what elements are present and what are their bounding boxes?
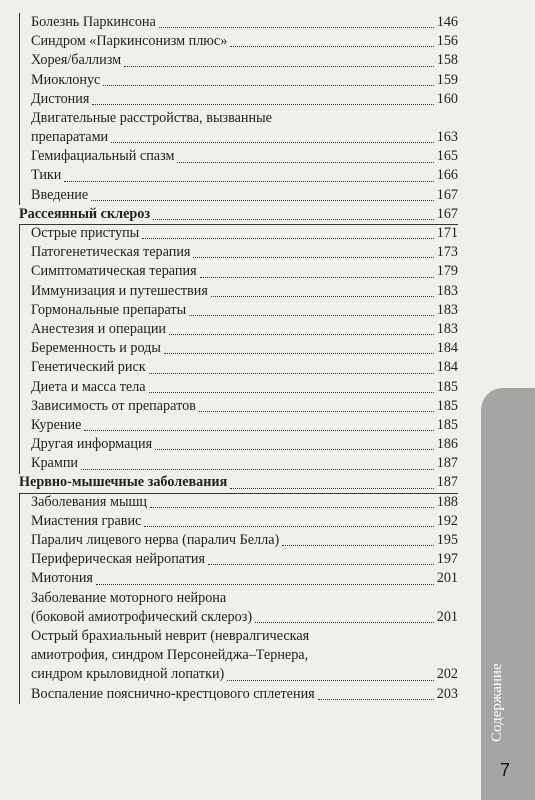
toc-entry-title: Беременность и роды xyxy=(31,340,161,357)
dot-leader xyxy=(230,488,433,489)
toc-entry xyxy=(19,224,458,243)
dot-leader xyxy=(199,411,434,412)
toc-page-number: 201 xyxy=(436,608,458,625)
dot-leader xyxy=(84,430,433,431)
toc-page-number: 184 xyxy=(436,359,458,376)
toc-page-number: 163 xyxy=(436,129,458,146)
toc-entry xyxy=(19,167,458,186)
dot-leader xyxy=(144,526,433,527)
toc-page-number: 183 xyxy=(436,282,458,299)
dot-leader xyxy=(230,46,433,47)
dot-leader xyxy=(149,392,434,393)
dot-leader xyxy=(64,181,433,182)
toc-entry xyxy=(19,627,458,685)
toc-entry xyxy=(19,397,458,416)
toc-page-number: 203 xyxy=(436,685,458,702)
toc-entry-title: Острые приступы xyxy=(31,225,140,242)
dot-leader xyxy=(255,622,434,623)
dot-leader xyxy=(193,257,433,258)
toc-page-number: 186 xyxy=(436,436,458,453)
toc-entry-title: Введение xyxy=(31,186,89,203)
toc-entry-title: Нервно-мышечные заболевания xyxy=(19,474,228,491)
toc-entry-title: (боковой амиотрофический склероз) xyxy=(31,608,253,625)
dot-leader xyxy=(155,449,434,450)
dot-leader xyxy=(200,277,434,278)
toc-page-number: 185 xyxy=(436,378,458,395)
page-number: 7 xyxy=(499,760,510,780)
toc-entry-title: Заболевание моторного нейрона xyxy=(31,589,227,606)
toc-entry xyxy=(19,378,458,397)
toc-entry-title: Гемифациальный спазм xyxy=(31,148,175,165)
toc-page-number: 160 xyxy=(436,90,458,107)
toc-page-number: 188 xyxy=(436,493,458,510)
toc-page-number: 183 xyxy=(436,301,458,318)
toc-page-number: 202 xyxy=(436,666,458,683)
toc-entry-title: Воспаление пояснично-крестцового сплетения xyxy=(31,685,315,702)
toc-entry-title: Миотония xyxy=(31,570,93,587)
toc-page-number: 167 xyxy=(436,186,458,203)
toc-entry xyxy=(19,147,458,166)
toc-entry-title: Дистония xyxy=(31,90,90,107)
toc-entry-title: Другая информация xyxy=(31,436,153,453)
toc-entry xyxy=(19,339,458,358)
toc-page-number: 185 xyxy=(436,397,458,414)
toc-entry xyxy=(19,589,458,627)
toc-entry xyxy=(19,454,458,473)
toc-entry xyxy=(19,109,458,147)
toc-entry xyxy=(19,550,458,569)
toc-entry-title: Тики xyxy=(31,167,62,184)
toc-entry xyxy=(19,32,458,51)
toc-entry-title: Болезнь Паркинсона xyxy=(31,13,156,30)
toc-page-number: 159 xyxy=(436,71,458,88)
toc-entry-title: Крампи xyxy=(31,455,79,472)
toc-entry xyxy=(19,416,458,435)
toc-page-number: 183 xyxy=(436,320,458,337)
toc-entry xyxy=(19,531,458,550)
toc-page-number: 173 xyxy=(436,244,458,261)
toc-page-number: 171 xyxy=(436,225,458,242)
toc-entry-title: Миоклонус xyxy=(31,71,101,88)
dot-leader xyxy=(124,66,434,67)
toc-entry xyxy=(19,358,458,377)
toc-entry xyxy=(19,90,458,109)
toc-entry xyxy=(19,262,458,281)
toc-entry-title: Периферическая нейропатия xyxy=(31,551,206,568)
toc-entry-title: синдром крыловидной лопатки) xyxy=(31,666,225,683)
toc-entry-title: Генетический риск xyxy=(31,359,146,376)
toc-page-number: 166 xyxy=(436,167,458,184)
toc-page-number: 187 xyxy=(436,455,458,472)
toc-page-number: 197 xyxy=(436,551,458,568)
dot-leader xyxy=(282,545,433,546)
toc-entry xyxy=(19,71,458,90)
dot-leader xyxy=(149,373,434,374)
dot-leader xyxy=(150,507,434,508)
toc-entry xyxy=(19,493,458,512)
toc-entry xyxy=(19,243,458,262)
toc-page-number: 146 xyxy=(436,13,458,30)
side-tab-label: Содержание xyxy=(489,663,505,742)
toc-entry-title: Курение xyxy=(31,416,82,433)
toc-entry-title: препаратами xyxy=(31,129,109,146)
toc-entry xyxy=(19,685,458,704)
toc-entry-title: амиотрофия, синдром Персонейджа–Тернера, xyxy=(31,647,309,664)
dot-leader xyxy=(81,469,434,470)
dot-leader xyxy=(153,219,434,220)
dot-leader xyxy=(227,680,433,681)
toc-entry-title: Хорея/баллизм xyxy=(31,52,122,69)
toc-page-number: 195 xyxy=(436,532,458,549)
toc-entry-title: Миастения гравис xyxy=(31,512,142,529)
toc-entry-title: Острый брахиальный неврит (невралгическая xyxy=(31,628,310,644)
toc-entry xyxy=(19,569,458,588)
toc-entry-title: Гормональные препараты xyxy=(31,301,187,318)
dot-leader xyxy=(208,564,434,565)
dot-leader xyxy=(169,334,434,335)
toc-entry-title: Заболевания мышц xyxy=(31,493,148,510)
toc-entry xyxy=(19,282,458,301)
toc-entry xyxy=(19,435,458,454)
toc-entry-title: Паралич лицевого нерва (паралич Белла) xyxy=(31,532,280,549)
dot-leader xyxy=(164,353,434,354)
toc-page-number: 179 xyxy=(436,263,458,280)
toc-entry-title: Патогенетическая терапия xyxy=(31,244,191,261)
dot-leader xyxy=(91,200,434,201)
toc-page-number: 185 xyxy=(436,416,458,433)
toc-page-number: 192 xyxy=(436,512,458,529)
dot-leader xyxy=(142,238,434,239)
toc-entry-title: Анестезия и операции xyxy=(31,320,167,337)
toc-page-number: 184 xyxy=(436,340,458,357)
toc-entry-title: Рассеянный склероз xyxy=(19,205,151,222)
toc-page-number: 201 xyxy=(436,570,458,587)
dot-leader xyxy=(111,142,434,143)
toc-page-number: 187 xyxy=(436,474,458,491)
toc-entry xyxy=(19,512,458,531)
toc-entry xyxy=(19,13,458,32)
toc-entry-title: Симптоматическая терапия xyxy=(31,263,197,280)
table-of-contents xyxy=(19,13,458,704)
dot-leader xyxy=(177,162,433,163)
toc-entry-title: Иммунизация и путешествия xyxy=(31,282,208,299)
dot-leader xyxy=(96,584,434,585)
dot-leader xyxy=(159,27,434,28)
dot-leader xyxy=(211,296,434,297)
toc-page-number: 165 xyxy=(436,148,458,165)
dot-leader xyxy=(103,85,433,86)
toc-entry-title: Зависимость от препаратов xyxy=(31,397,196,414)
dot-leader xyxy=(92,104,433,105)
toc-entry-title: Синдром «Паркинсонизм плюс» xyxy=(31,33,228,50)
toc-page-number: 156 xyxy=(436,33,458,50)
toc-entry-title: Диета и масса тела xyxy=(31,378,146,395)
toc-page-number: 158 xyxy=(436,52,458,69)
dot-leader xyxy=(318,699,434,700)
toc-entry xyxy=(19,186,458,205)
toc-page-number: 167 xyxy=(436,205,458,222)
dot-leader xyxy=(189,315,434,316)
toc-entry xyxy=(19,301,458,320)
toc-entry xyxy=(19,320,458,339)
toc-section-heading xyxy=(19,474,458,493)
toc-section-heading xyxy=(19,205,458,224)
toc-entry-title: Двигательные расстройства, вызванные xyxy=(31,109,272,126)
toc-entry xyxy=(19,51,458,70)
